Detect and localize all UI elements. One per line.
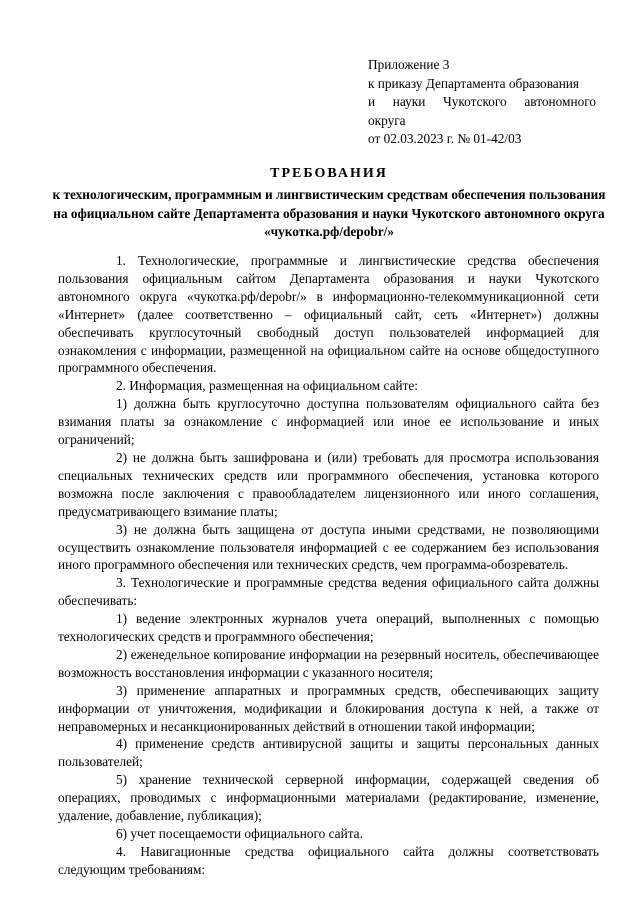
- appendix-order-line-2: и науки Чукотского автономного: [368, 94, 596, 109]
- paragraph-2: 2. Информация, размещенная на официальном сайте:: [116, 378, 419, 394]
- appendix-header: [368, 56, 596, 149]
- paragraph-3-item-3: 3) применение аппаратных и программных средств, обеспечивающих защиту информации от уничтожения, модификации и блокирования доступа к ней, а также от неправомерных и несанкционированных действий в отношении такой информации;: [58, 682, 599, 734]
- paragraph-3-item-2: 2) еженедельное копирование информации на резервный носитель, обеспечивающее возможность восстановления информации с указанного носителя;: [58, 646, 599, 680]
- title-heading: ТРЕБОВАНИЯ: [270, 166, 388, 181]
- title-subheading: к технологическим, программным и лингвистическим средствам обеспечения пользования на официальном сайте Департамента образования и науки Чукотского автономного округа «чукотка.рф/depobr/»: [52, 187, 606, 239]
- document-body: [58, 252, 599, 879]
- paragraph-2-item-3: 3) не должна быть защищена от доступа иными средствами, не позволяющими осуществить ознакомление пользователя информацией с ее содержанием без использования иного программного обеспечения или технических средств, чем программа-обозреватель.: [58, 521, 599, 573]
- paragraph-3: 3. Технологические и программные средства ведения официального сайта должны обеспечивать:: [58, 575, 599, 609]
- paragraph-4: 4. Навигационные средства официального сайта должны соответствовать следующим требованиям:: [58, 843, 599, 877]
- appendix-order-date: от 02.03.2023 г. № 01-42/03: [368, 131, 522, 146]
- appendix-order-line-1: к приказу Департамента образования: [368, 75, 580, 91]
- paragraph-2-item-1: 1) должна быть круглосуточно доступна пользователям официального сайта без взимания платы за ознакомление с информацией или иное ее использование и иных ограничений;: [58, 396, 599, 448]
- paragraph-1: 1. Технологические, программные и лингвистические средства обеспечения пользования официальным сайтом Департамента образования и науки Чукотского автономного округа «чукотка.рф/depobr/» в информационно-телекоммуникационной сети «Интернет» (далее соответственно – официальный сайт, сеть «Интернет») должны обеспечивать круглосуточный свободный доступ пользователей информацией для ознакомления с информации, размещенной на официальном сайте на основе общедоступного программного обеспечения.: [58, 253, 599, 376]
- appendix-order-line-3: округа: [368, 112, 406, 128]
- paragraph-3-item-4: 4) применение средств антивирусной защиты и защиты персональных данных пользователей;: [58, 736, 599, 770]
- paragraph-3-item-5: 5) хранение технической серверной информации, содержащей сведения об операциях, проводимых с информационными материалами (редактирование, изменение, удаление, добавление, публикация);: [58, 772, 599, 824]
- paragraph-3-item-6: 6) учет посещаемости официального сайта.: [116, 826, 363, 841]
- appendix-number: Приложение 3: [368, 57, 450, 72]
- document-title: [50, 165, 608, 242]
- paragraph-2-item-2: 2) не должна быть зашифрована и (или) требовать для просмотра использования специальных технических средств или программного обеспечения, установка которого возможна после заключения с правообладателем лицензионного или иного соглашения, предусматривающего взимание платы;: [58, 449, 599, 519]
- paragraph-3-item-1: 1) ведение электронных журналов учета операций, выполненных с помощью технологических средств и программного обеспечения;: [58, 611, 599, 645]
